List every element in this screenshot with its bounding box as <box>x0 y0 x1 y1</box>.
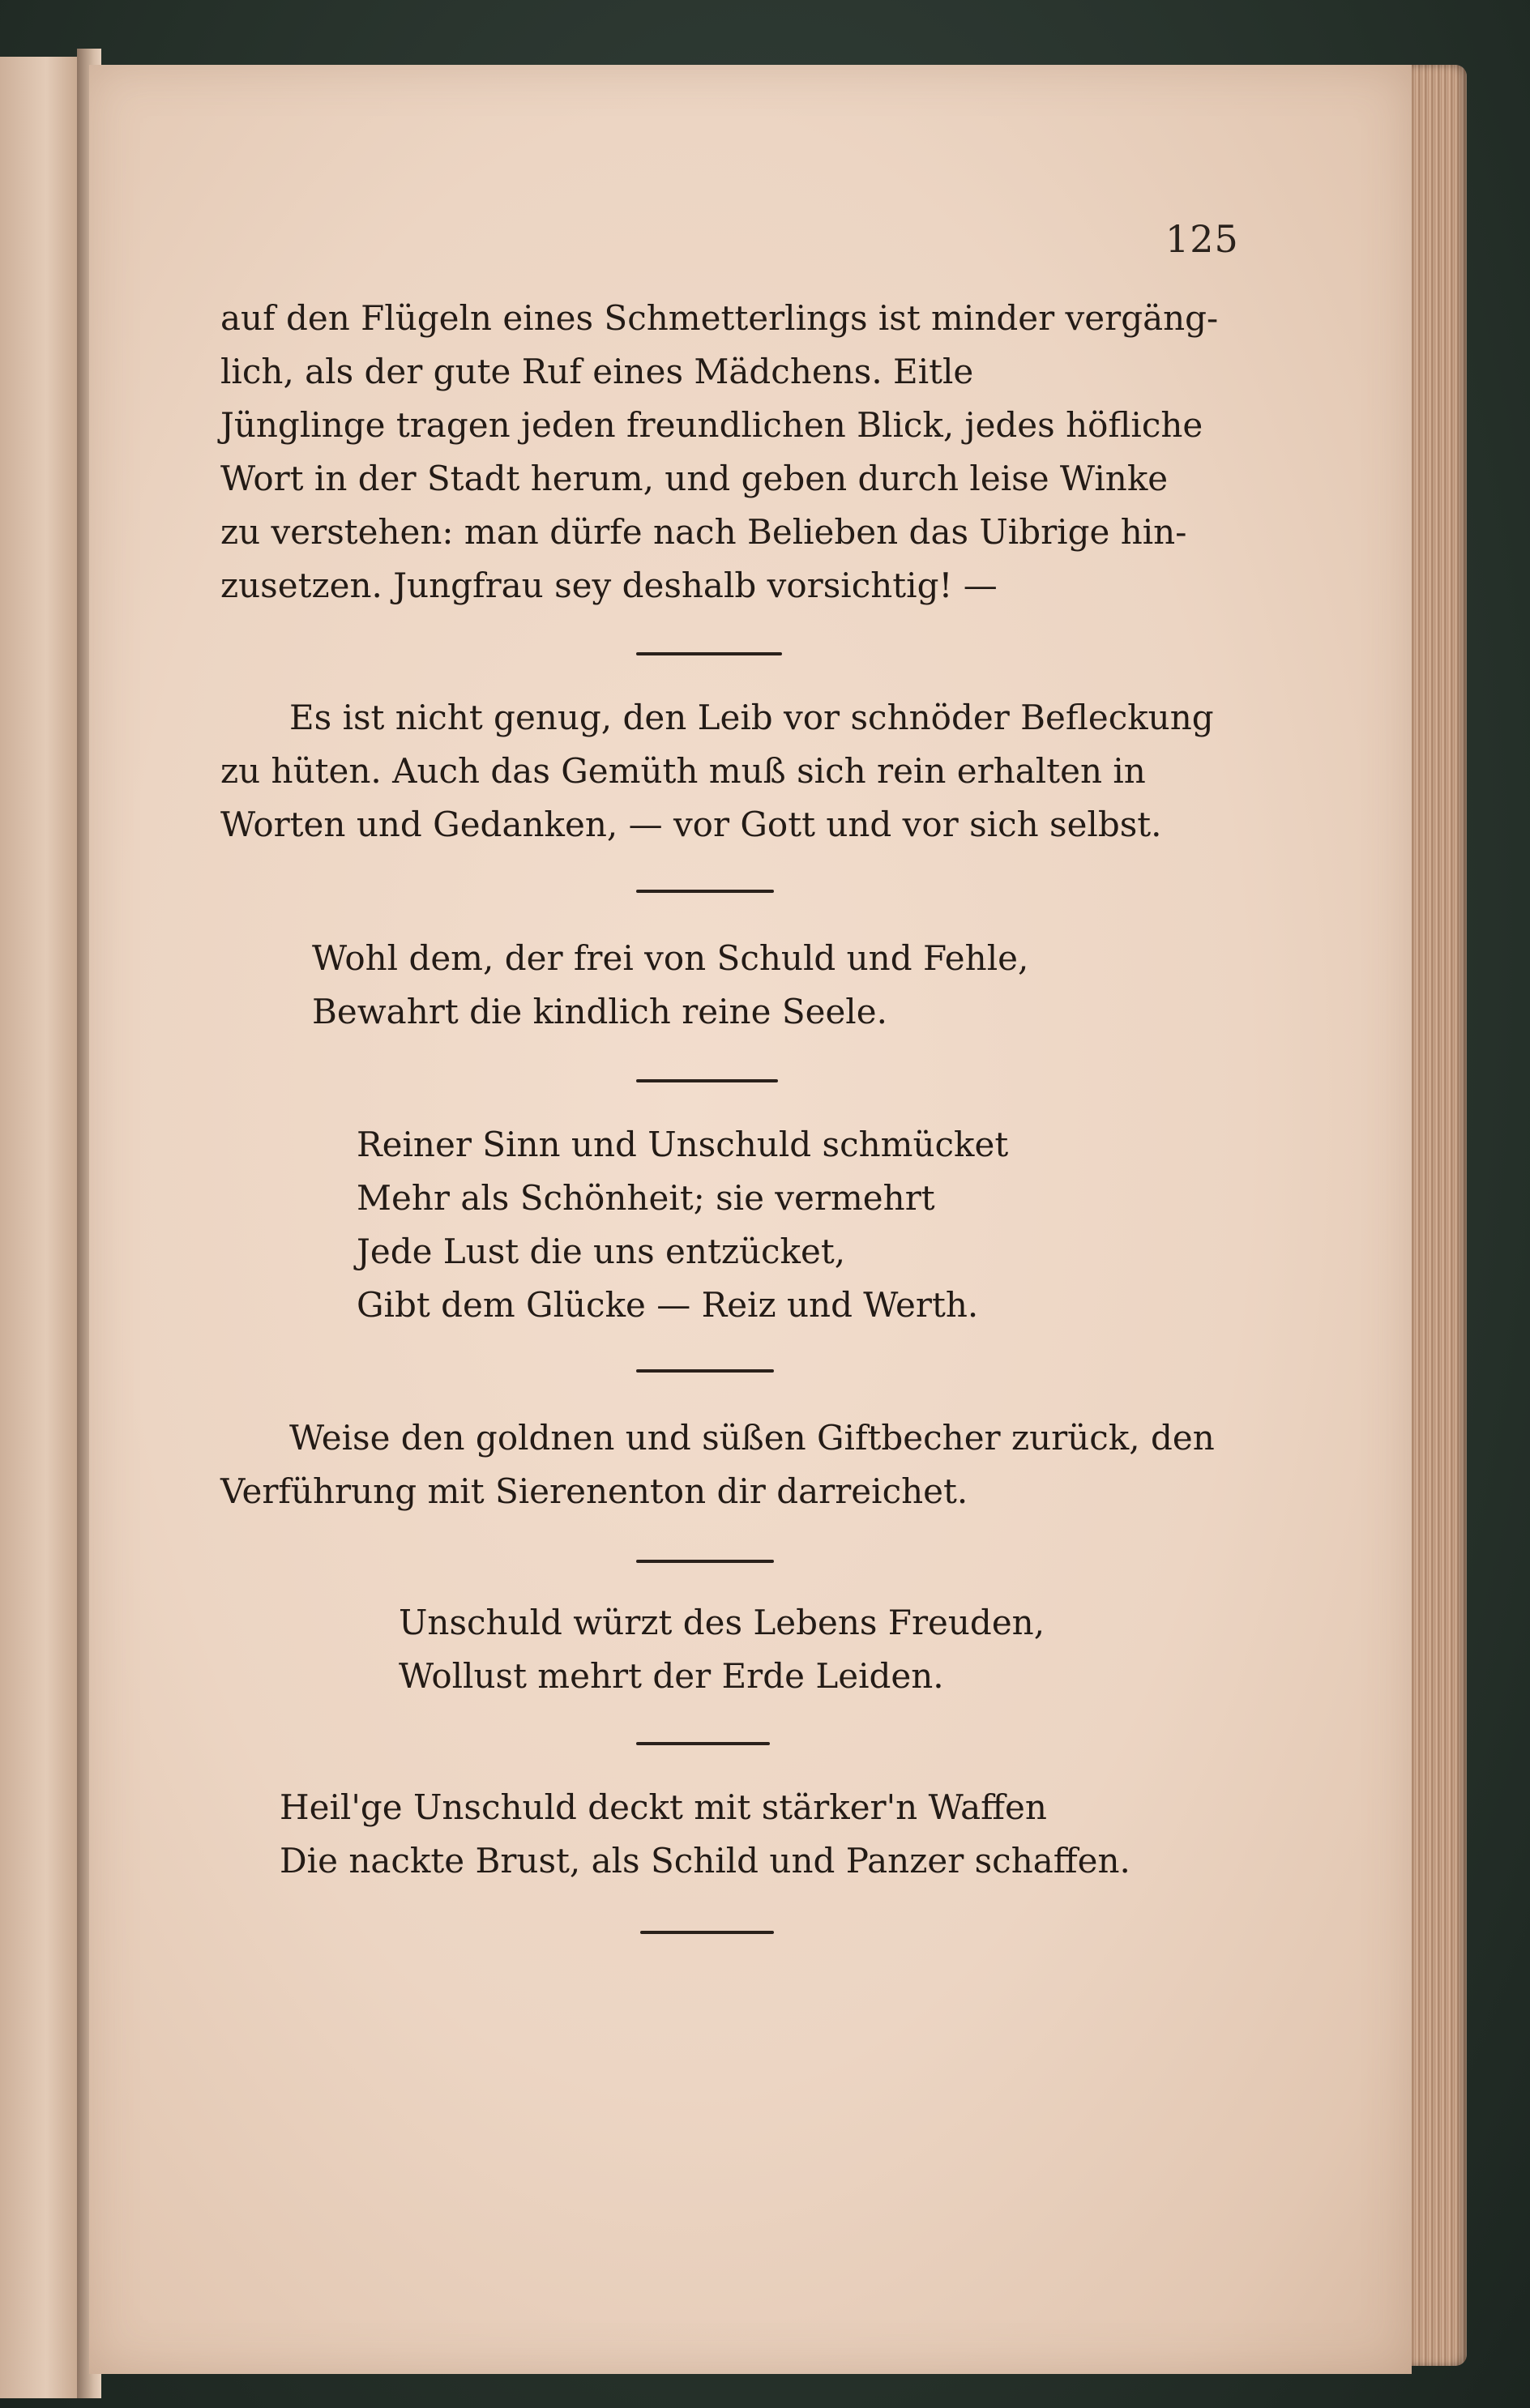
verse-line: Die nackte Brust, als Schild und Panzer schaffen. <box>280 1841 1130 1881</box>
text-line: Weise den goldnen und süßen Giftbecher zurück, den <box>289 1418 1215 1458</box>
verse-line: Gibt dem Glücke — Reiz und Werth. <box>357 1285 979 1325</box>
separator-rule <box>640 1931 774 1934</box>
verse-line: Unschuld würzt des Lebens Freuden, <box>399 1603 1045 1642</box>
verse-line: Jede Lust die uns entzücket, <box>357 1232 846 1271</box>
text-line: auf den Flügeln eines Schmetterlings ist minder vergäng- <box>220 298 1219 338</box>
facing-page-edge <box>0 57 77 2398</box>
text-line: lich, als der gute Ruf eines Mädchens. Eitle <box>220 352 974 391</box>
page-block-edges <box>1408 65 1467 2366</box>
verse-stanza-3 <box>399 1596 1045 1703</box>
text-line: zusetzen. Jungfrau sey deshalb vorsichtig! — <box>220 566 998 605</box>
paragraph-temptation <box>220 1411 1225 1518</box>
text-line: Jünglinge tragen jeden freundlichen Blick, jedes höfliche <box>220 405 1203 445</box>
verse-line: Wollust mehrt der Erde Leiden. <box>399 1656 944 1696</box>
text-line: Es ist nicht genug, den Leib vor schnöder Befleckung <box>289 698 1214 737</box>
text-line: Worten und Gedanken, — vor Gott und vor sich selbst. <box>220 805 1162 844</box>
verse-line: Heil'ge Unschuld deckt mit stärker'n Waffen <box>280 1787 1047 1827</box>
separator-rule <box>636 1560 774 1563</box>
verse-line: Bewahrt die kindlich reine Seele. <box>312 992 887 1031</box>
verse-stanza-4 <box>280 1781 1130 1888</box>
separator-rule <box>636 652 782 655</box>
text-line: zu verstehen: man dürfe nach Belieben das Uibrige hin- <box>220 512 1187 552</box>
paragraph-reputation <box>220 292 1225 613</box>
separator-rule <box>636 890 774 893</box>
separator-rule <box>636 1079 778 1082</box>
verse-line: Reiner Sinn und Unschuld schmücket <box>357 1125 1009 1164</box>
verse-stanza-1 <box>312 932 1028 1039</box>
verse-line: Wohl dem, der frei von Schuld und Fehle, <box>312 938 1029 978</box>
verse-stanza-2 <box>357 1118 1008 1332</box>
page-number: 125 <box>1165 217 1239 261</box>
verse-line: Mehr als Schönheit; sie vermehrt <box>357 1178 935 1218</box>
text-line: zu hüten. Auch das Gemüth muß sich rein erhalten in <box>220 751 1146 791</box>
separator-rule <box>636 1742 770 1745</box>
paragraph-purity <box>220 691 1225 852</box>
text-line: Verführung mit Sierenenton dir darreichet. <box>220 1471 968 1511</box>
separator-rule <box>636 1369 774 1373</box>
text-line: Wort in der Stadt herum, und geben durch leise Winke <box>220 459 1169 498</box>
